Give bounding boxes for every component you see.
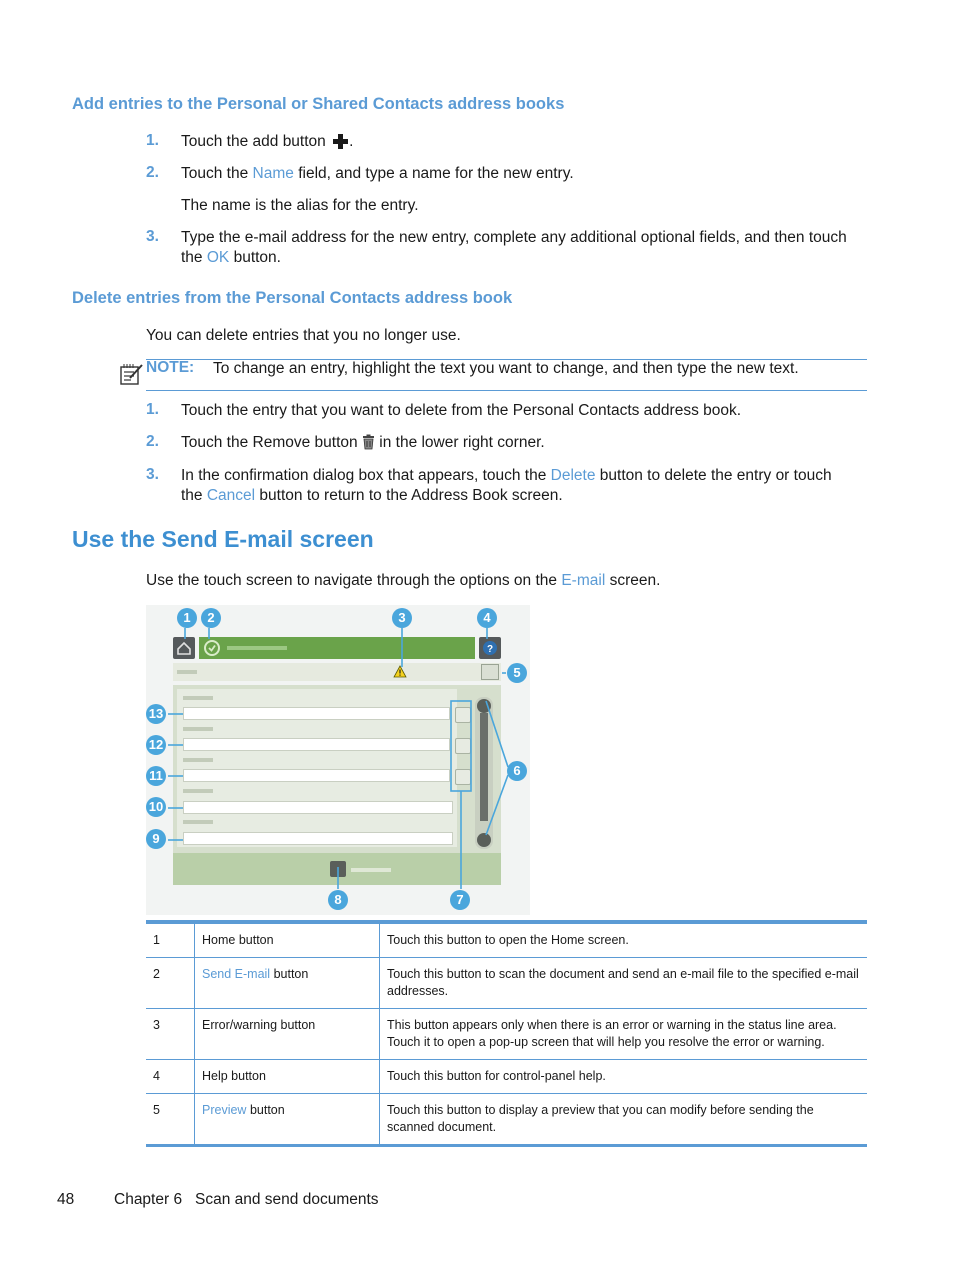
- page-number: 48: [57, 1191, 75, 1208]
- table-cell-description: This button appears only when there is an error or warning in the status line area. Touch it to open a pop-up screen that will help you resolve the error or warning.: [380, 1009, 868, 1060]
- note-label: NOTE:: [146, 359, 195, 376]
- step-number: 1.: [146, 401, 159, 418]
- callout-6: 6: [507, 761, 527, 781]
- step-text-pre: Touch the Remove button: [181, 434, 358, 451]
- table-cell-number: 5: [146, 1094, 195, 1146]
- table-cell-number: 1: [146, 922, 195, 958]
- section-heading-email: Use the Send E-mail screen: [72, 526, 374, 552]
- callout-8: 8: [328, 890, 348, 910]
- callout-7: 7: [450, 890, 470, 910]
- callout-11: 11: [146, 766, 166, 786]
- callout-9: 9: [146, 829, 166, 849]
- table-cell-number: 2: [146, 958, 195, 1009]
- name-field-link[interactable]: Name: [252, 165, 294, 182]
- table-cell-name: Help button: [195, 1060, 380, 1094]
- table-cell-name: Home button: [195, 922, 380, 958]
- step-text-post: button to delete the entry or touch: [595, 467, 832, 484]
- email-link[interactable]: E-mail: [561, 572, 606, 589]
- table-cell-description: Touch this button to scan the document and send an e-mail file to the specified e-mail addresses.: [380, 958, 868, 1009]
- section-intro: [146, 571, 660, 591]
- step-text-post: button.: [229, 249, 281, 266]
- note-text: To change an entry, highlight the text you want to change, and then type the new text.: [213, 360, 799, 377]
- table-cell-description: Touch this button to open the Home screen.: [380, 922, 868, 958]
- step-line: [181, 466, 871, 486]
- delete-button-link[interactable]: Delete: [550, 467, 596, 484]
- callout-1: 1: [177, 608, 197, 628]
- callout-10: 10: [146, 797, 166, 817]
- table-cell-number: 3: [146, 1009, 195, 1060]
- chapter-title: Chapter 6 Scan and send documents: [114, 1191, 379, 1208]
- intro-post: screen.: [605, 572, 661, 589]
- callout-5: 5: [507, 663, 527, 683]
- step-line: [181, 486, 871, 506]
- step-text: [181, 164, 574, 184]
- table-row: [146, 958, 867, 1009]
- section-heading-delete: Delete entries from the Personal Contacts address book: [72, 289, 513, 307]
- intro-pre: Use the touch screen to navigate through the options on the: [146, 572, 562, 589]
- table-cell-name-suffix: button: [246, 1103, 285, 1117]
- table-cell-name: [195, 958, 380, 1009]
- trash-icon: [362, 434, 375, 456]
- step-text-pre: Touch the: [181, 165, 253, 182]
- step-number: 3.: [146, 466, 159, 483]
- table-cell-name-suffix: button: [270, 967, 309, 981]
- section-intro: You can delete entries that you no longer use.: [146, 327, 461, 344]
- callout-4: 4: [477, 608, 497, 628]
- step-number: 2.: [146, 164, 159, 181]
- step-text-post: .: [349, 133, 354, 150]
- table-cell-description: Touch this button to display a preview that you can modify before sending the scanned document.: [380, 1094, 868, 1146]
- send-email-link[interactable]: Send E-mail: [202, 967, 271, 981]
- step-line: Type the e-mail address for the new entry, complete any additional optional fields, and then touch: [181, 229, 847, 246]
- step-text: [181, 228, 871, 268]
- step-text: [181, 433, 545, 456]
- step-text: Touch the entry that you want to delete from the Personal Contacts address book.: [181, 402, 742, 419]
- step-text-pre: the: [181, 487, 207, 504]
- step-text-post: in the lower right corner.: [379, 434, 545, 451]
- callout-13: 13: [146, 704, 166, 724]
- step-line: [181, 248, 871, 268]
- note-rule-bottom: [146, 390, 867, 391]
- step-number: 3.: [146, 228, 159, 245]
- section-heading-add: Add entries to the Personal or Shared Contacts address books: [72, 95, 565, 113]
- table-cell-description: Touch this button for control-panel help.: [380, 1060, 868, 1094]
- cancel-button-link[interactable]: Cancel: [206, 487, 256, 504]
- table-row: [146, 922, 867, 958]
- step-number: 2.: [146, 433, 159, 450]
- step-text: [181, 466, 871, 506]
- table-cell-name: [195, 1094, 380, 1146]
- note-icon: [118, 362, 144, 391]
- table-row: [146, 1094, 867, 1146]
- svg-text:?: ?: [486, 644, 494, 655]
- callout-lines: [146, 605, 530, 915]
- email-screen-image: [146, 605, 530, 915]
- step-text-pre: Touch the add button: [181, 133, 326, 150]
- step-text-post: button to return to the Address Book screen.: [255, 487, 563, 504]
- step-text-post: field, and type a name for the new entry.: [293, 165, 574, 182]
- step-text-pre: In the confirmation dialog box that appears, touch the: [181, 467, 551, 484]
- preview-link[interactable]: Preview: [202, 1103, 247, 1117]
- table-row: [146, 1060, 867, 1094]
- callout-12: 12: [146, 735, 166, 755]
- step-text-pre: the: [181, 249, 207, 266]
- callout-3: 3: [392, 608, 412, 628]
- table-row: [146, 1009, 867, 1060]
- add-icon: [332, 133, 349, 156]
- step-text: [181, 132, 353, 156]
- table-cell-name: Error/warning button: [195, 1009, 380, 1060]
- callout-2: 2: [201, 608, 221, 628]
- table-cell-number: 4: [146, 1060, 195, 1094]
- ok-button-link[interactable]: OK: [206, 249, 230, 266]
- step-number: 1.: [146, 132, 159, 149]
- callout-reference-table: [146, 920, 867, 1147]
- step-note: The name is the alias for the entry.: [181, 197, 419, 214]
